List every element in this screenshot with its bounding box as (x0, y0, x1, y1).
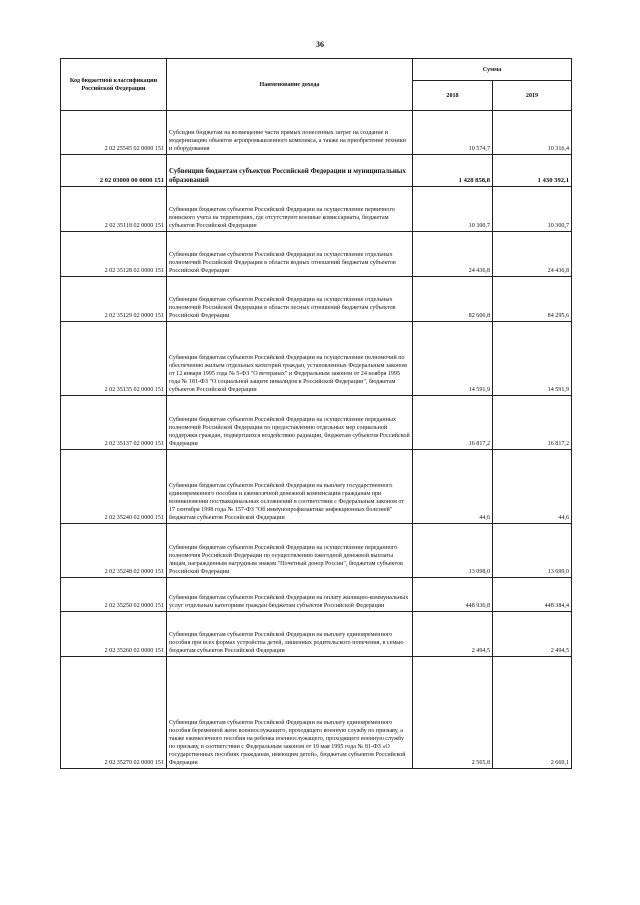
value-2019-cell: 16 817,2 (493, 396, 572, 450)
value-2019-cell: 14 591,9 (493, 322, 572, 396)
value-2018-cell: 44,6 (413, 450, 493, 524)
table-row (61, 187, 572, 232)
value-2018-cell: 10 300,7 (413, 187, 493, 232)
name-cell: Субвенции бюджетам субъектов Российской Федерации на осуществление первичного воинского учета на территориях, где отсутствуют военные комиссариаты, бюджетам субъектов Российской Федерации (167, 187, 413, 232)
code-cell: 2 02 35270 02 0000 151 (61, 657, 167, 769)
header-code: Код бюджетной классификации Российской Федерации (61, 59, 167, 111)
value-2019-cell: 10 316,4 (493, 111, 572, 155)
value-2018-cell: 82 606,8 (413, 277, 493, 322)
name-cell: Субвенции бюджетам субъектов Российской Федерации на осуществление переданного полномочия Российской Федерации по осуществлению ежегодной денежной выплаты лицам, награжденным нагрудным знаком "Почетный донор России", бюджетам субъектов Российской Федерации (167, 524, 413, 578)
value-2019-cell: 24 436,8 (493, 232, 572, 277)
table-row (61, 277, 572, 322)
value-2018-cell: 2 565,8 (413, 657, 493, 769)
code-cell: 2 02 35250 02 0000 151 (61, 578, 167, 612)
name-cell: Субвенции бюджетам субъектов Российской Федерации на осуществление отдельных полномочий Российской Федерации в области водных отношений бюджетам субъектов Российской Федерации (167, 232, 413, 277)
name-cell: Субвенции бюджетам субъектов Российской Федерации на выплату государственного единовременного пособия и ежемесячной денежной компенсации гражданам при возникновении поствакцинальных осложнений в соответствии с Федеральным законом от 17 сентября 1998 года № 157-ФЗ "Об иммунопрофилактике инфекционных болезней" бюджетам субъектов Российской Федерации (167, 450, 413, 524)
header-year-2019: 2019 (493, 81, 572, 111)
table-body (61, 111, 572, 769)
table-row (61, 396, 572, 450)
value-2019-cell: 2 669,1 (493, 657, 572, 769)
value-2018-cell: 1 428 858,8 (413, 155, 493, 187)
value-2019-cell: 84 295,6 (493, 277, 572, 322)
value-2019-cell: 1 430 392,1 (493, 155, 572, 187)
name-cell: Субвенции бюджетам субъектов Российской Федерации на осуществление переданных полномочий Российской Федерации по предоставлению отдельных мер социальной поддержки граждан, подвергшихся воздействию радиации, бюджетам субъектов Российской Федерации (167, 396, 413, 450)
name-cell: Субсидии бюджетам на возмещение части прямых понесенных затрат на создание и модернизацию объектов агропромышленного комплекса, а также на приобретение техники и оборудования (167, 111, 413, 155)
code-cell: 2 02 03000 00 0000 151 (61, 155, 167, 187)
table-row (61, 232, 572, 277)
value-2018-cell: 2 494,5 (413, 612, 493, 657)
code-cell: 2 02 25545 02 0000 151 (61, 111, 167, 155)
code-cell: 2 02 35135 02 0000 151 (61, 322, 167, 396)
code-cell: 2 02 35118 02 0000 151 (61, 187, 167, 232)
code-cell: 2 02 35248 02 0000 151 (61, 524, 167, 578)
value-2018-cell: 13 098,0 (413, 524, 493, 578)
table-row (61, 155, 572, 187)
value-2018-cell: 16 817,2 (413, 396, 493, 450)
value-2018-cell: 24 436,8 (413, 232, 493, 277)
name-cell: Субвенции бюджетам субъектов Российской Федерации и муниципальных образований (167, 155, 413, 187)
table-row (61, 612, 572, 657)
value-2019-cell: 44,6 (493, 450, 572, 524)
code-cell: 2 02 35137 02 0000 151 (61, 396, 167, 450)
table-row (61, 578, 572, 612)
code-cell: 2 02 35129 02 0000 151 (61, 277, 167, 322)
header-name: Наименование дохода (167, 59, 413, 111)
page-number: 36 (316, 40, 324, 49)
code-cell: 2 02 35240 02 0000 151 (61, 450, 167, 524)
budget-revenue-table (60, 58, 572, 769)
name-cell: Субвенции бюджетам субъектов Российской Федерации на выплату единовременного пособия беременной жене военнослужащего, проходящего военную службу по призыву, а также ежемесячного пособия на ребенка военнослужащего, проходящего военную службу по призыву, в соответствии с Федеральным законом от 19 мая 1995 года № 81-ФЗ «О государственных пособиях гражданам, имеющим детей», бюджетам субъектов Российской Федерации (167, 657, 413, 769)
value-2018-cell: 14 591,9 (413, 322, 493, 396)
name-cell: Субвенции бюджетам субъектов Российской Федерации на оплату жилищно-коммунальных услуг отдельным категориям граждан бюджетам субъектов Российской Федерации (167, 578, 413, 612)
table-row (61, 524, 572, 578)
code-cell: 2 02 35260 02 0000 151 (61, 612, 167, 657)
value-2019-cell: 2 494,5 (493, 612, 572, 657)
value-2018-cell: 10 574,7 (413, 111, 493, 155)
value-2019-cell: 10 300,7 (493, 187, 572, 232)
table-row (61, 450, 572, 524)
code-cell: 2 02 35128 02 0000 151 (61, 232, 167, 277)
value-2019-cell: 448 384,4 (493, 578, 572, 612)
table-row (61, 657, 572, 769)
value-2018-cell: 448 936,8 (413, 578, 493, 612)
header-sum: Сумма (413, 59, 572, 81)
value-2019-cell: 13 699,0 (493, 524, 572, 578)
name-cell: Субвенции бюджетам субъектов Российской Федерации на осуществление отдельных полномочий Российской Федерации в области лесных отношений бюджетам субъектов Российской Федерации (167, 277, 413, 322)
table-row (61, 111, 572, 155)
table-row (61, 322, 572, 396)
header-year-2018: 2018 (413, 81, 493, 111)
name-cell: Субвенции бюджетам субъектов Российской Федерации на осуществление полномочий по обеспечению жильем отдельных категорий граждан, установленных Федеральным законом от 12 января 1995 года № 5-ФЗ "О ветеранах" и Федеральным законом от 24 ноября 1995 года № 181-ФЗ "О социальной защите инвалидов в Российской Федерации", бюджетам субъектов Российской Федерации (167, 322, 413, 396)
name-cell: Субвенции бюджетам субъектов Российской Федерации на выплату единовременного пособия при всех формах устройства детей, лишенных родительского попечения, в семью бюджетам субъектов Российской Федерации (167, 612, 413, 657)
